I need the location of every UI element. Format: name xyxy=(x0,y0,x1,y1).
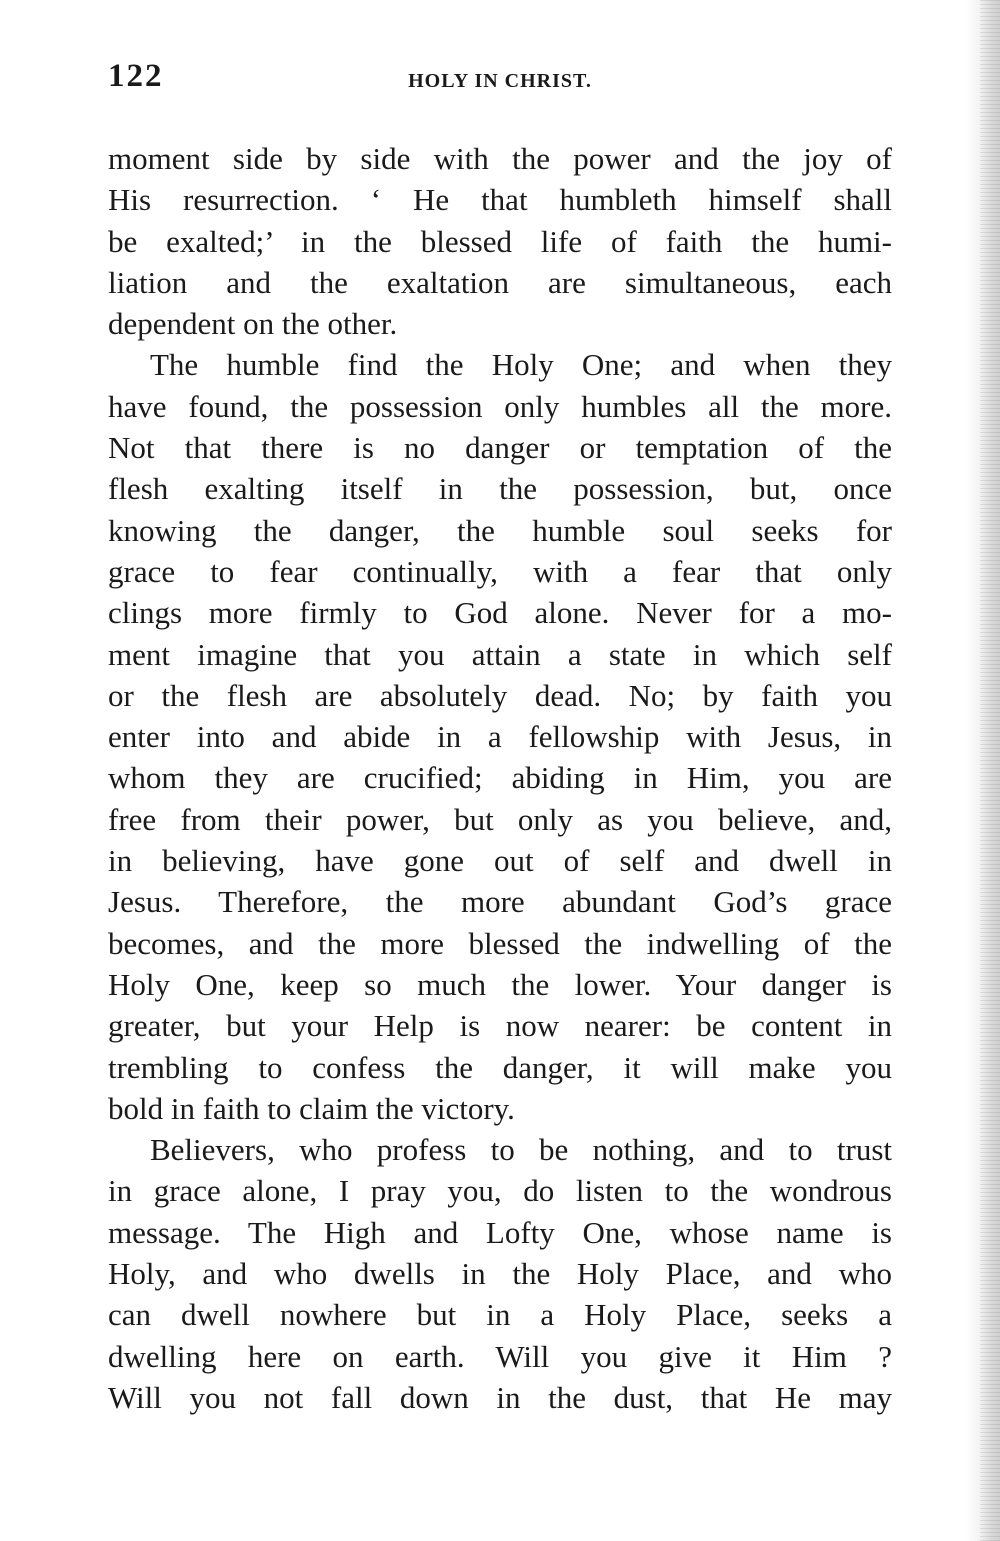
text-line: or the flesh are absolutely dead. No; by faith you xyxy=(108,677,892,713)
text-line: trembling to confess the danger, it will make you xyxy=(108,1049,892,1085)
text-line: dwelling here on earth. Will you give it Him ? xyxy=(108,1338,892,1374)
text-line: clings more firmly to God alone. Never for a mo- xyxy=(108,595,892,631)
text-line: moment side by side with the power and the joy of xyxy=(108,141,892,176)
text-line: message. The High and Lofty One, whose name is xyxy=(108,1214,892,1250)
paragraph xyxy=(108,1129,892,1418)
text-line: greater, but your Help is now nearer: be content in xyxy=(108,1008,892,1044)
text-line: The humble find the Holy One; and when they xyxy=(150,347,892,383)
page-edge-shading xyxy=(966,0,1000,1541)
paragraph xyxy=(108,344,892,1129)
page-number: 122 xyxy=(108,58,164,94)
paragraph xyxy=(108,138,892,344)
text-line: knowing the danger, the humble soul seeks for xyxy=(108,512,892,548)
text-line: ment imagine that you attain a state in which self xyxy=(108,636,892,672)
text-line: bold in faith to claim the victory. xyxy=(108,1090,515,1126)
text-line: liation and the exaltation are simultaneous, each xyxy=(108,264,892,300)
text-line: Holy, and who dwells in the Holy Place, and who xyxy=(108,1256,892,1292)
text-line: can dwell nowhere but in a Holy Place, seeks a xyxy=(108,1297,892,1333)
text-line: free from their power, but only as you believe, and, xyxy=(108,801,892,837)
text-line: have found, the possession only humbles all the more. xyxy=(108,388,892,424)
text-line: enter into and abide in a fellowship with Jesus, in xyxy=(108,719,892,755)
text-line: flesh exalting itself in the possession, but, once xyxy=(108,471,892,507)
text-line: Jesus. Therefore, the more abundant God’s grace xyxy=(108,884,892,920)
text-line: Believers, who profess to be nothing, and to trust xyxy=(150,1132,892,1168)
body-text xyxy=(108,138,892,1418)
text-line: grace to fear continually, with a fear that only xyxy=(108,553,892,589)
page-header xyxy=(108,58,892,98)
text-line: be exalted;’ in the blessed life of faith the humi- xyxy=(108,223,892,259)
text-line: Not that there is no danger or temptation of the xyxy=(108,430,892,466)
text-line: Holy One, keep so much the lower. Your danger is xyxy=(108,966,892,1002)
text-line: whom they are crucified; abiding in Him, you are xyxy=(108,760,892,796)
text-line: in grace alone, I pray you, do listen to the wondrous xyxy=(108,1173,892,1209)
text-line: Will you not fall down in the dust, that He may xyxy=(108,1379,892,1415)
text-line: in believing, have gone out of self and dwell in xyxy=(108,843,892,879)
text-line: His resurrection. ‘ He that humbleth himself shall xyxy=(108,182,892,218)
running-head: HOLY IN CHRIST. xyxy=(408,70,592,92)
text-line: becomes, and the more blessed the indwelling of the xyxy=(108,925,892,961)
text-line: dependent on the other. xyxy=(108,306,398,342)
